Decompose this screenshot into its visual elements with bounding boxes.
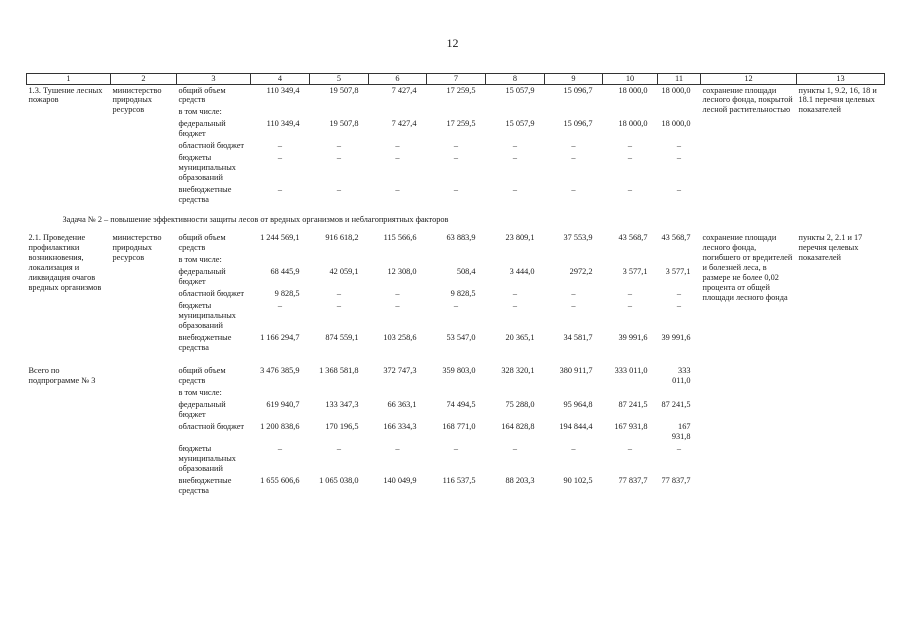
amount-cell	[603, 254, 658, 266]
amount-cell: 87 241,5	[661, 400, 691, 410]
amount-cell: –	[676, 185, 682, 195]
funding-source-label: федеральный бюджет	[178, 119, 226, 139]
amount-cell: –	[395, 153, 400, 163]
amount-cell	[545, 387, 603, 399]
column-header: 1	[27, 74, 111, 85]
table-body	[27, 74, 885, 497]
amount-cell: 12 308,0	[387, 266, 417, 276]
amount-cell: –	[571, 444, 576, 454]
amount-cell: –	[627, 300, 633, 310]
column-header: 2	[111, 74, 177, 85]
expected-result: сохранение площади лесного фонда, покрытой лесной растительностью	[702, 85, 793, 115]
amount-cell: 2972,2	[569, 266, 593, 276]
amount-cell: 23 809,1	[505, 232, 535, 242]
column-header: 12	[701, 74, 797, 85]
amount-cell: –	[277, 300, 283, 310]
amount-cell: 3 476 385,9	[260, 366, 300, 376]
task-title: Задача № 2 – повышение эффективности защиты лесов от вредных организмов и неблагоприятных факторов	[62, 215, 449, 225]
amount-cell: 39 991,6	[661, 332, 691, 342]
amount-cell: 15 057,9	[505, 119, 535, 129]
amount-cell: –	[676, 141, 682, 151]
amount-cell: 133 347,3	[325, 400, 359, 410]
amount-cell	[427, 254, 486, 266]
amount-cell: 333 011,0	[614, 366, 648, 376]
amount-cell	[310, 106, 369, 118]
table-row	[27, 365, 885, 387]
amount-cell	[251, 254, 310, 266]
amount-cell: 194 844,4	[559, 422, 593, 432]
amount-cell: 95 964,8	[563, 400, 593, 410]
column-header: 3	[177, 74, 251, 85]
column-header: 11	[658, 74, 701, 85]
amount-cell: 43 568,7	[618, 232, 648, 242]
amount-cell: –	[512, 300, 518, 310]
amount-cell: 18 000,0	[661, 85, 691, 95]
amount-cell: 1 244 569,1	[260, 232, 300, 242]
amount-cell: 15 057,9	[505, 85, 535, 95]
amount-cell: 1 368 581,8	[319, 366, 359, 376]
amount-cell: –	[512, 153, 518, 163]
executor: министерство природных ресурсов	[112, 232, 162, 262]
amount-cell: –	[453, 300, 459, 310]
amount-cell: –	[277, 141, 283, 151]
amount-cell: 1 065 038,0	[319, 475, 359, 485]
amount-cell	[310, 387, 369, 399]
amount-cell: 42 059,1	[329, 266, 359, 276]
amount-cell: –	[627, 185, 633, 195]
amount-cell: 17 259,5	[446, 85, 476, 95]
activity-name: 2.1. Проведение профилактики возникновения, локализация и ликвидация очагов вредных организмов	[28, 232, 102, 292]
amount-cell: 19 507,8	[329, 85, 359, 95]
amount-cell: –	[336, 444, 342, 454]
amount-cell: –	[512, 288, 518, 298]
amount-cell: 39 991,6	[618, 332, 648, 342]
activity-name: Всего по подпрограмме № 3	[28, 366, 96, 386]
amount-cell: –	[627, 153, 633, 163]
funding-source-label: областной бюджет	[178, 422, 245, 432]
column-header: 6	[369, 74, 427, 85]
amount-cell: 168 771,0	[442, 422, 476, 432]
funding-source-label: бюджеты муниципальных образований	[178, 300, 236, 330]
amount-cell	[486, 387, 545, 399]
amount-cell	[658, 254, 701, 266]
amount-cell: –	[571, 153, 576, 163]
amount-cell: –	[453, 141, 459, 151]
amount-cell: –	[395, 185, 400, 195]
amount-cell: –	[512, 141, 518, 151]
funding-source-label: бюджеты муниципальных образований	[178, 153, 236, 183]
amount-cell: 7 427,4	[391, 119, 417, 129]
amount-cell: 916 618,2	[325, 232, 359, 242]
amount-cell: 115 566,6	[383, 232, 417, 242]
amount-cell: –	[277, 153, 283, 163]
amount-cell: 68 445,9	[270, 266, 300, 276]
funding-source-label: в том числе:	[178, 388, 222, 398]
amount-cell: 380 911,7	[559, 366, 593, 376]
amount-cell: 19 507,8	[329, 119, 359, 129]
amount-cell: 74 494,5	[446, 400, 476, 410]
amount-cell: 166 334,3	[383, 422, 417, 432]
amount-cell: 170 196,5	[325, 422, 359, 432]
amount-cell: –	[395, 444, 400, 454]
amount-cell: 18 000,0	[661, 119, 691, 129]
executor	[111, 365, 177, 496]
amount-cell: –	[512, 444, 518, 454]
amount-cell: –	[676, 444, 682, 454]
funding-source-label: общий объем средств	[178, 85, 226, 105]
amount-cell	[427, 387, 486, 399]
amount-cell: 87 241,5	[618, 400, 648, 410]
amount-cell	[658, 387, 701, 399]
amount-cell: 3 577,1	[665, 266, 691, 276]
amount-cell	[310, 254, 369, 266]
funding-source-label: общий объем средств	[178, 232, 226, 252]
funding-source-label: в том числе:	[178, 254, 222, 264]
amount-cell: –	[453, 153, 459, 163]
funding-source-label: федеральный бюджет	[178, 266, 226, 286]
expected-result: сохранение площади лесного фонда, погибшего от вредителей и болезней леса, в размере не более 0,02 процента от общей площади лесного фонда	[702, 232, 793, 302]
amount-cell	[369, 106, 427, 118]
amount-cell: 164 828,8	[501, 422, 535, 432]
amount-cell	[545, 254, 603, 266]
amount-cell: 43 568,7	[661, 232, 691, 242]
amount-cell	[251, 106, 310, 118]
target-indicators: пункты 1, 9.2, 16, 18 и 18.1 перечня целевых показателей	[798, 85, 877, 115]
amount-cell: –	[395, 300, 400, 310]
amount-cell: 17 259,5	[446, 119, 476, 129]
amount-cell: 34 581,7	[563, 332, 593, 342]
column-header: 10	[603, 74, 658, 85]
target-indicators: пункты 2, 2.1 и 17 перечня целевых показателей	[798, 232, 863, 262]
amount-cell: 1 200 838,6	[260, 422, 300, 432]
column-header: 7	[427, 74, 486, 85]
header-row	[27, 74, 885, 85]
spacer-cell	[27, 353, 885, 365]
amount-cell: –	[453, 444, 459, 454]
executor: министерство природных ресурсов	[112, 85, 162, 115]
amount-cell: –	[571, 300, 576, 310]
amount-cell: 53 547,0	[446, 332, 476, 342]
amount-cell: 9 828,5	[450, 288, 476, 298]
amount-cell: 110 349,4	[266, 119, 300, 129]
amount-cell: 3 444,0	[509, 266, 535, 276]
column-header: 13	[797, 74, 885, 85]
amount-cell: 1 166 294,7	[260, 332, 300, 342]
amount-cell: –	[277, 185, 283, 195]
amount-cell: 88 203,3	[505, 475, 535, 485]
amount-cell: 3 577,1	[622, 266, 648, 276]
amount-cell: 110 349,4	[266, 85, 300, 95]
amount-cell: –	[395, 288, 400, 298]
amount-cell: –	[571, 185, 576, 195]
amount-cell: 7 427,4	[391, 85, 417, 95]
amount-cell: –	[336, 185, 342, 195]
amount-cell: 75 288,0	[505, 400, 535, 410]
amount-cell: –	[336, 141, 342, 151]
amount-cell: 103 258,6	[383, 332, 417, 342]
amount-cell: –	[627, 444, 633, 454]
amount-cell: 15 096,7	[563, 119, 593, 129]
funding-source-label: областной бюджет	[178, 141, 245, 151]
amount-cell: 333 011,0	[672, 366, 691, 386]
amount-cell	[369, 254, 427, 266]
target-indicators	[797, 365, 885, 496]
amount-cell	[486, 254, 545, 266]
task-row	[27, 206, 885, 232]
amount-cell	[603, 387, 658, 399]
amount-cell	[427, 106, 486, 118]
amount-cell: –	[676, 300, 682, 310]
amount-cell: –	[395, 141, 400, 151]
amount-cell: 90 102,5	[563, 475, 593, 485]
amount-cell: 167 931,8	[671, 422, 691, 442]
amount-cell	[658, 106, 701, 118]
amount-cell: 140 049,9	[383, 475, 417, 485]
amount-cell: –	[676, 288, 682, 298]
amount-cell: –	[336, 153, 342, 163]
amount-cell: 359 803,0	[442, 366, 476, 376]
amount-cell: 77 837,7	[618, 475, 648, 485]
amount-cell: 874 559,1	[325, 332, 359, 342]
amount-cell: 372 747,3	[383, 366, 417, 376]
amount-cell: –	[571, 288, 576, 298]
amount-cell	[369, 387, 427, 399]
amount-cell: –	[336, 300, 342, 310]
amount-cell: 9 828,5	[274, 288, 300, 298]
amount-cell: –	[627, 141, 633, 151]
activity-name: 1.3. Тушение лесных пожаров	[28, 85, 103, 105]
column-header: 4	[251, 74, 310, 85]
funding-source-label: областной бюджет	[178, 288, 245, 298]
amount-cell: 37 553,9	[563, 232, 593, 242]
expected-result	[701, 365, 797, 496]
spacer-row	[27, 353, 885, 365]
amount-cell: –	[277, 444, 283, 454]
amount-cell: –	[571, 141, 576, 151]
amount-cell: 1 655 606,6	[260, 475, 300, 485]
amount-cell: –	[627, 288, 633, 298]
amount-cell	[545, 106, 603, 118]
amount-cell: 66 363,1	[387, 400, 417, 410]
page-number: 12	[446, 36, 459, 50]
amount-cell: 20 365,1	[505, 332, 535, 342]
funding-source-label: внебюджетные средства	[178, 475, 232, 495]
amount-cell: 508,4	[456, 266, 476, 276]
table-row	[27, 232, 885, 254]
funding-source-label: внебюджетные средства	[178, 185, 232, 205]
column-header: 9	[545, 74, 603, 85]
table-row	[27, 84, 885, 106]
amount-cell: –	[453, 185, 459, 195]
amount-cell: 18 000,0	[618, 119, 648, 129]
amount-cell	[251, 387, 310, 399]
amount-cell: 328 320,1	[501, 366, 535, 376]
funding-source-label: федеральный бюджет	[178, 400, 226, 420]
column-header: 8	[486, 74, 545, 85]
amount-cell: 15 096,7	[563, 85, 593, 95]
amount-cell	[486, 106, 545, 118]
amount-cell: 167 931,8	[614, 422, 648, 432]
funding-source-label: внебюджетные средства	[178, 332, 232, 352]
column-header: 5	[310, 74, 369, 85]
amount-cell: 18 000,0	[618, 85, 648, 95]
amount-cell: –	[676, 153, 682, 163]
amount-cell: –	[336, 288, 342, 298]
amount-cell: –	[512, 185, 518, 195]
funding-source-label: общий объем средств	[178, 366, 226, 386]
amount-cell: 77 837,7	[661, 475, 691, 485]
amount-cell: 619 940,7	[266, 400, 300, 410]
amount-cell: 116 537,5	[442, 475, 476, 485]
funding-source-label: бюджеты муниципальных образований	[178, 444, 236, 474]
amount-cell: 63 883,9	[446, 232, 476, 242]
budget-table	[26, 73, 885, 497]
funding-source-label: в том числе:	[178, 107, 222, 117]
amount-cell	[603, 106, 658, 118]
